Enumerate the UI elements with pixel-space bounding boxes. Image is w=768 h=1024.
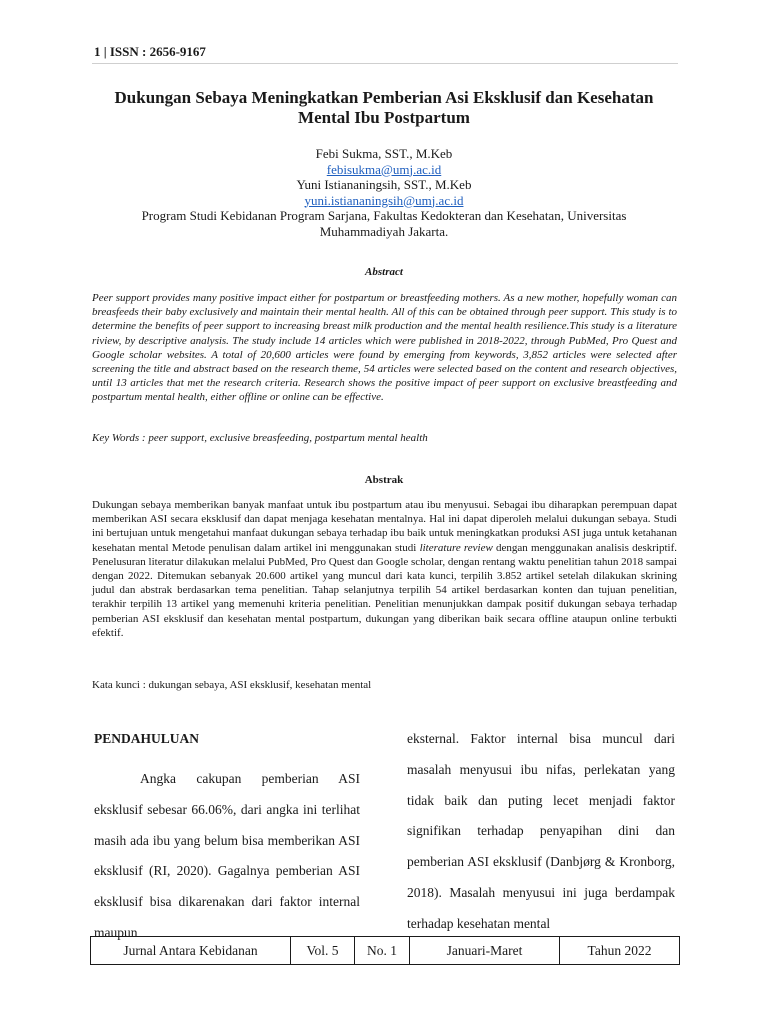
footer-volume: Vol. 5 — [291, 937, 355, 965]
abstract-id-text-part1: Dukungan sebaya memberikan banyak manfaat untuk ibu postpartum atau ibu menyusui. Sebagai ibu diharapkan perempuan dapat memberikan ASI secara eksklusif dan dapat menjaga kesehatan mentalnya. Hal ini dapat diperoleh melalui dukungan sebaya. Studi ini bertujuan untuk mengetahui manfaat dukungan sebaya terhadap ibu baik untuk meningkatkan produksi ASI juga untuk ketahanan kesehatan mental Metode penulisan dalam artikel ini menggunakan studi — [92, 499, 677, 554]
affiliation-line-1: Program Studi Kebidanan Program Sarjana, Fakultas Kedokteran dan Kesehatan, Universitas — [141, 208, 627, 223]
footer-period: Januari-Maret — [410, 937, 560, 965]
author1-name: Febi Sukma, SST., M.Keb — [315, 146, 453, 161]
author2-email-link[interactable]: yuni.istiananingsih@umj.ac.id — [304, 192, 464, 208]
abstract-id-heading: Abstrak — [364, 474, 404, 486]
author2-name: Yuni Istiananingsih, SST., M.Keb — [296, 177, 472, 192]
header-divider — [92, 63, 678, 64]
abstract-id-italic-term: literature review — [419, 541, 493, 554]
body-right-column — [407, 724, 675, 940]
abstract-en-heading: Abstract — [365, 266, 403, 278]
body-right-paragraph: eksternal. Faktor internal bisa muncul dari masalah menyusui ibu nifas, perlekatan yang tidak baik dan puting lecet menjadi faktor signifikan terhadap penyapihan dini dan pemberian ASI eksklusif (Danbjørg & Kronborg, 2018). Masalah menyusui ini juga berdampak terhadap kesehatan mental — [407, 731, 675, 931]
abstract-en-text: Peer support provides many positive impact either for postpartum or breastfeeding mothers. As a new mother, hopefully woman can breasfeeds their baby exclusively and maintain their mental health. All of this can be obtained through peer support. This study is to determine the benefits of peer support to increasing breast milk production and the mental health resilience.This study is a literature riview, by descriptive analysis. The study include 14 articles which were published in 2018-2022, through PubMed, Pro Quest and Google scholar websites. A total of 20,600 articles were found by emerging from keywords, 3,852 articles were selected after screening the title and abstract based on the research theme, 54 articles were selected based on the content and research objectives, until 13 articles that met the research criteria. Research shows the positive impact of peer support on exclusive breastfeeding and postpartum mental health, either offline or online can be effective. — [92, 292, 677, 404]
body-left-column — [94, 728, 360, 949]
page-issn-header: 1 | ISSN : 2656-9167 — [94, 44, 206, 59]
footer-number: No. 1 — [355, 937, 410, 965]
section-title-pendahuluan: PENDAHULUAN — [94, 731, 200, 746]
body-left-paragraph: Angka cakupan pemberian ASI eksklusif sebesar 66.06%, dari angka ini terlihat masih ada ibu yang belum bisa memberikan ASI eksklusif (RI, 2020). Gagalnya pemberian ASI eksklusif bisa dikarenakan dari faktor internal maupun — [94, 771, 360, 940]
abstract-id-text — [92, 498, 677, 640]
author1-email-link[interactable]: febisukma@umj.ac.id — [326, 161, 442, 177]
paper-title: Dukungan Sebaya Meningkatkan Pemberian Asi Eksklusif dan Kesehatan Mental Ibu Postpartum — [114, 88, 654, 127]
footer-year: Tahun 2022 — [560, 937, 680, 965]
footer-journal-name: Jurnal Antara Kebidanan — [91, 937, 291, 965]
journal-footer-table — [90, 936, 680, 965]
author-block — [90, 146, 678, 239]
keywords-en: Key Words : peer support, exclusive breasfeeding, postpartum mental health — [92, 432, 428, 444]
abstract-id-text-part2: dengan menggunakan analisis deskriptif. Penelusuran literatur dilakukan melalui PubMed, Pro Quest dan Google scholar, dengan rentang waktu penelitian tahun 2018 sampai dengan 2022. Ditemukan sebanyak 20.600 artikel yang muncul dari kata kunci, terpilih 3.852 artikel setelah dilakukan skrining judul dan abstrak berdasarkan tema penelitian. Tahap selanjutnya terpilih 54 artikel berdasarkan konten dan tujuan penelitian, terakhir terpilih 13 artikel yang memenuhi kriteria penelitian. Penelitian menunjukkan dampak positif dukungan sebaya terhadap pemberian ASI eksklusif dan kesehatan mental postpartum, dukungan yang diberikan baik secara offline ataupun online terbukti efektif. — [92, 541, 678, 639]
keywords-id: Kata kunci : dukungan sebaya, ASI eksklusif, kesehatan mental — [92, 679, 372, 691]
affiliation-line-2: Muhammadiyah Jakarta. — [319, 223, 449, 239]
